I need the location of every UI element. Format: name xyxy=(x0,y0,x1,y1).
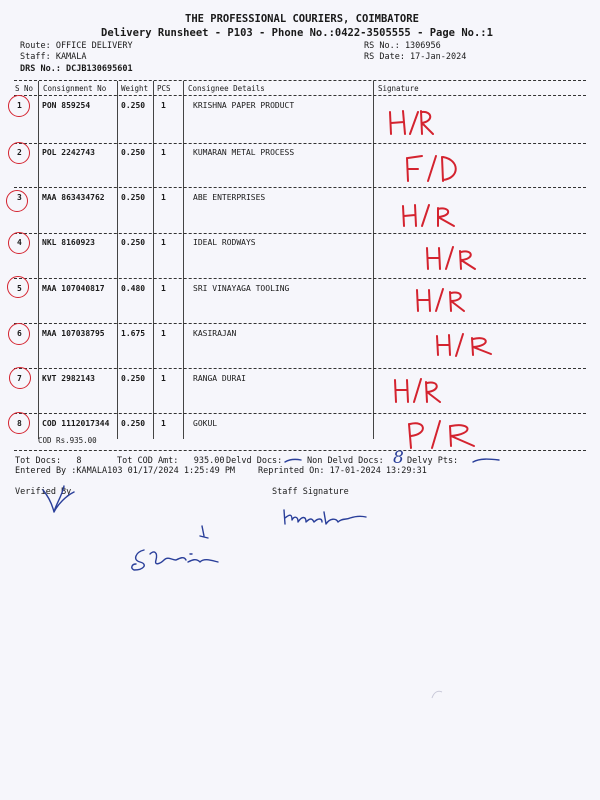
row-rule xyxy=(14,278,586,279)
row-consignee: KUMARAN METAL PROCESS xyxy=(193,148,295,157)
row-sno: 2 xyxy=(17,148,22,157)
row-pcs: 1 xyxy=(161,284,166,293)
row-consignee: IDEAL RODWAYS xyxy=(193,238,256,247)
row-rule xyxy=(14,413,586,414)
row-pcs: 1 xyxy=(161,419,166,428)
col-header-pcs: PCS xyxy=(157,84,171,93)
row-pcs: 1 xyxy=(161,238,166,247)
row-weight: 0.250 xyxy=(121,238,146,247)
signature-pr xyxy=(406,418,478,452)
row-weight: 0.250 xyxy=(121,101,146,110)
row-weight: 0.250 xyxy=(121,374,146,383)
total-cod-amount: Tot COD Amt: 935.00 xyxy=(117,456,225,466)
table-bottom-rule xyxy=(14,450,586,451)
faint-mark xyxy=(430,688,444,702)
row-rule xyxy=(14,143,586,144)
total-docs: Tot Docs: 8 xyxy=(15,456,82,466)
reprinted-on: Reprinted On: 17-01-2024 13:29:31 xyxy=(258,466,427,476)
sno-circle-mark xyxy=(8,95,30,117)
row-consignment: POL 2242743 xyxy=(42,148,95,157)
col-divider xyxy=(153,81,154,439)
row-pcs: 1 xyxy=(161,148,166,157)
row-sno: 6 xyxy=(17,329,22,338)
non-delivered-docs-value: 8 xyxy=(393,448,404,468)
staff-signature-label: Staff Signature xyxy=(272,487,349,497)
col-header-weight: Weight xyxy=(121,84,149,93)
sno-circle-mark xyxy=(8,232,30,254)
sno-circle-mark xyxy=(8,323,30,345)
row-weight: 0.250 xyxy=(121,148,146,157)
row-rule xyxy=(14,323,586,324)
cod-note: COD Rs.935.00 xyxy=(38,436,97,445)
delivery-points-dash xyxy=(472,457,500,465)
non-delivered-docs: Non Delvd Docs: xyxy=(307,456,384,466)
col-divider xyxy=(373,81,374,439)
col-header-consignee: Consignee Details xyxy=(188,84,265,93)
rs-date: RS Date: 17-Jan-2024 xyxy=(364,52,467,62)
row-sno: 3 xyxy=(17,193,22,202)
row-consignment: KVT 2982143 xyxy=(42,374,95,383)
row-consignee: ABE ENTERPRISES xyxy=(193,193,266,202)
sno-circle-mark xyxy=(6,190,28,212)
sno-circle-mark xyxy=(8,142,30,164)
sno-circle-mark xyxy=(8,412,30,434)
row-pcs: 1 xyxy=(161,329,166,338)
sno-circle-mark xyxy=(9,367,31,389)
delivered-docs-dash xyxy=(284,457,302,465)
row-sno: 5 xyxy=(17,284,22,293)
signature-hr-5 xyxy=(414,286,470,314)
rs-number: RS No.: 1306956 xyxy=(364,41,441,51)
table-top-rule xyxy=(14,80,586,81)
row-sno: 8 xyxy=(17,419,22,428)
row-consignee: KASIRAJAN xyxy=(193,329,237,338)
row-consignee: GOKUL xyxy=(193,419,218,428)
signature-hr-1 xyxy=(388,108,438,138)
row-weight: 0.250 xyxy=(121,193,146,202)
runsheet-subtitle: Delivery Runsheet - P103 - Phone No.:0422-3505555 - Page No.:1 xyxy=(101,27,493,39)
signature-hr-4 xyxy=(424,244,480,272)
row-consignment: MAA 863434762 xyxy=(42,193,105,202)
signature-hr-6 xyxy=(434,332,494,360)
row-consignee: SRI VINAYAGA TOOLING xyxy=(193,284,290,293)
col-header-consignment: Consignment No xyxy=(43,84,107,93)
col-divider xyxy=(183,81,184,439)
row-pcs: 1 xyxy=(161,193,166,202)
row-consignment: COD 1112017344 xyxy=(42,419,110,428)
verified-by-label: Verified By xyxy=(15,487,72,497)
table-header-rule xyxy=(14,95,586,96)
entered-by: Entered By :KAMALA103 01/17/2024 1:25:49 PM xyxy=(15,466,236,476)
lower-signature xyxy=(126,524,226,574)
signature-fd xyxy=(404,152,464,184)
sno-circle-mark xyxy=(7,276,29,298)
row-weight: 1.675 xyxy=(121,329,146,338)
row-weight: 0.480 xyxy=(121,284,146,293)
row-rule xyxy=(14,233,586,234)
drs-number: DRS No.: DCJB130695601 xyxy=(20,64,133,74)
col-header-signature: Signature xyxy=(378,84,419,93)
row-rule xyxy=(14,368,586,369)
row-sno: 7 xyxy=(17,374,22,383)
row-rule xyxy=(14,187,586,188)
col-divider xyxy=(117,81,118,439)
staff-signature xyxy=(280,506,370,530)
signature-hr-7 xyxy=(392,376,448,406)
row-consignment: MAA 107040817 xyxy=(42,284,105,293)
row-consignment: PON 859254 xyxy=(42,101,91,110)
row-consignment: NKL 8160923 xyxy=(42,238,95,247)
company-title: THE PROFESSIONAL COURIERS, COIMBATORE xyxy=(185,13,419,25)
row-pcs: 1 xyxy=(161,101,166,110)
row-consignee: RANGA DURAI xyxy=(193,374,246,383)
row-sno: 1 xyxy=(17,101,22,110)
col-header-sno: S No xyxy=(15,84,34,93)
row-consignee: KRISHNA PAPER PRODUCT xyxy=(193,101,295,110)
signature-hr-3 xyxy=(400,202,460,230)
route-label: Route: OFFICE DELIVERY xyxy=(20,41,133,51)
col-divider xyxy=(38,81,39,439)
delivery-points: Delvy Pts: xyxy=(407,456,459,466)
row-sno: 4 xyxy=(17,238,22,247)
row-pcs: 1 xyxy=(161,374,166,383)
row-consignment: MAA 107038795 xyxy=(42,329,105,338)
staff-label: Staff: KAMALA xyxy=(20,52,87,62)
delivered-docs: Delvd Docs: xyxy=(226,456,283,466)
verifier-signature xyxy=(40,482,80,518)
row-weight: 0.250 xyxy=(121,419,146,428)
